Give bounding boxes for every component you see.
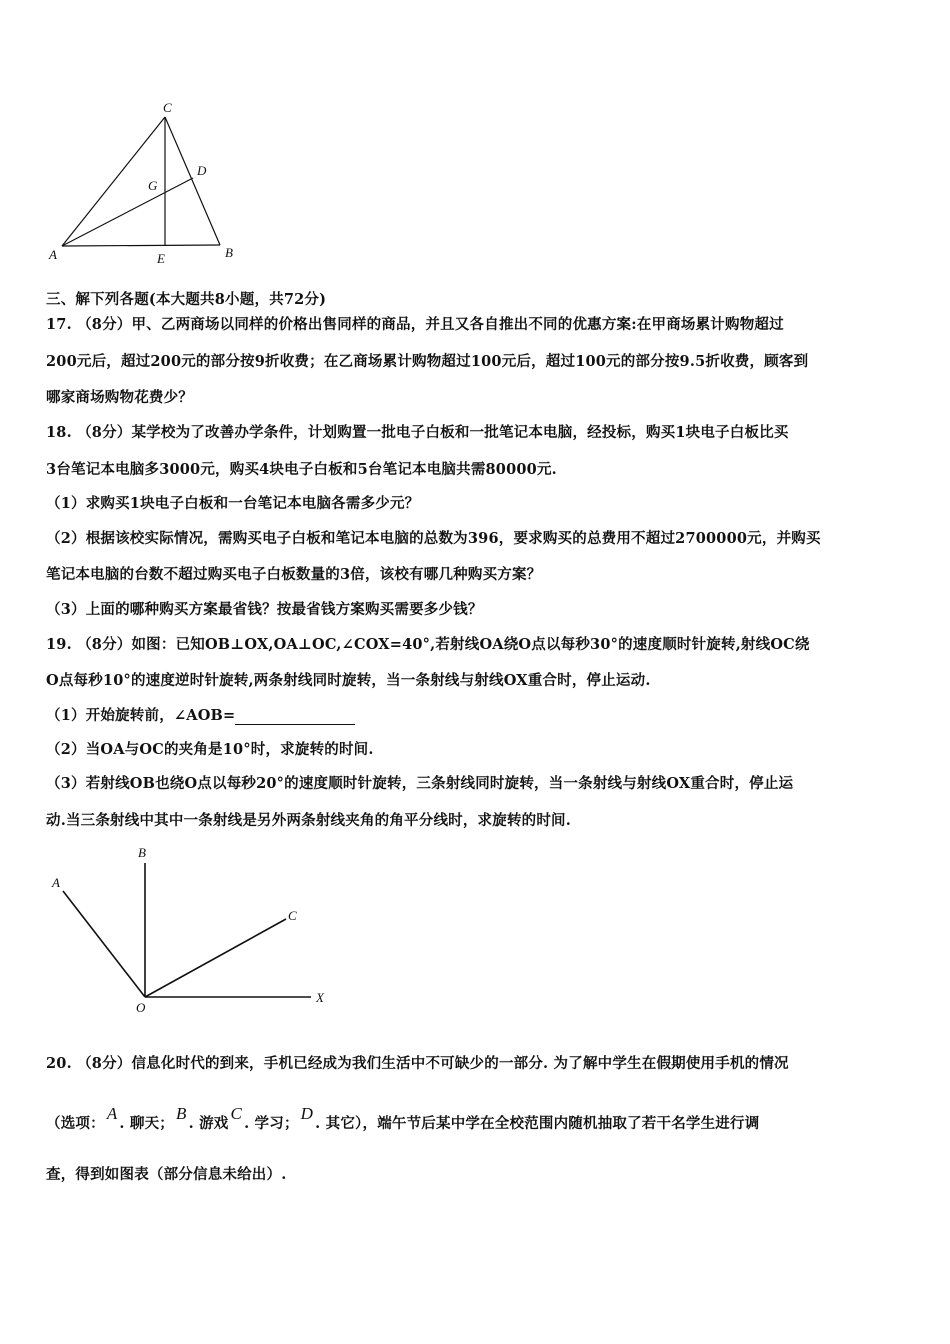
q18-part2a: （2）根据该校实际情况，需购买电子白板和笔记本电脑的总数为396，要求购买的总费用不超过2700000元，并购买 [46,530,821,547]
q19-part3a: （3）若射线OB也绕O点以每秒20°的速度顺时针旋转，三条射线同时旋转，当一条射线与射线OX重合时，停止运 [46,775,794,792]
q19-line2: O点每秒10°的速度逆时针旋转,两条射线同时旋转，当一条射线与射线OX重合时，停止运动. [46,672,651,689]
label-A: A [49,247,57,262]
label-B: B [138,845,146,860]
label-B: B [225,245,233,260]
q20-options-prefix: （选项： [46,1115,105,1132]
label-C: C [163,100,172,115]
label-G: G [148,178,158,193]
option-a-text: . 聊天； [119,1115,175,1132]
triangle-figure [40,95,260,270]
section-title: 三、解下列各题(本大题共8小题，共72分) [46,291,327,308]
option-c-text: . 学习； [244,1115,299,1132]
q19-part3b: 动.当三条射线中其中一条射线是另外两条射线夹角的角平分线时，求旋转的时间. [46,812,571,829]
segment-AD [62,178,193,246]
q18-line2: 3台笔记本电脑多3000元，购买4块电子白板和5台笔记本电脑共需80000元. [46,461,557,478]
option-a-letter: A [106,1104,118,1123]
label-E: E [157,251,165,266]
option-b-text: . 游戏 [188,1115,229,1132]
q19-part1-text: （1）开始旋转前，∠AOB= [46,707,236,724]
q17-line3: 哪家商场购物花费少？ [46,389,193,406]
q18-part2b: 笔记本电脑的台数不超过购买电子白板数量的3倍，该校有哪几种购买方案？ [46,566,542,583]
label-X: X [316,990,324,1005]
label-A: A [52,875,60,890]
label-D: D [197,163,207,178]
q17-line2: 200元后，超过200元的部分按9折收费；在乙商场累计购物超过100元后，超过100元的部分按9.5折收费，顾客到 [46,353,809,370]
label-C: C [288,908,297,923]
q18-part3: （3）上面的哪种购买方案最省钱？按最省钱方案购买需要多少钱？ [46,601,483,618]
ray-OA [63,891,145,997]
option-c-letter: C [230,1104,243,1123]
q20-line1: 20. （8分）信息化时代的到来，手机已经成为我们生活中不可缺少的一部分. 为了解中学生在假期使用手机的情况 [46,1055,789,1072]
q20-line3: 查，得到如图表（部分信息未给出）. [46,1166,287,1183]
answer-blank[interactable] [235,710,355,725]
segment-AB [62,245,220,246]
option-d-text: . 其它），端午节后某中学在全校范围内随机抽取了若干名学生进行调 [315,1115,760,1132]
rays-figure [40,840,340,1020]
q18-part1: （1）求购买1块电子白板和一台笔记本电脑各需多少元？ [46,495,420,512]
ray-OC [145,919,286,997]
option-b-letter: B [176,1104,187,1123]
q19-part1 [46,704,355,725]
q18-line1: 18. （8分）某学校为了改善办学条件，计划购置一批电子白板和一批笔记本电脑，经投标，购买1块电子白板比买 [46,424,789,441]
segment-CB [165,117,220,245]
q17-line1: 17. （8分）甲、乙两商场以同样的价格出售同样的商品，并且又各自推出不同的优惠方案:在甲商场累计购物超过 [46,316,784,333]
label-O: O [136,1000,146,1015]
q20-line2 [46,1104,760,1133]
q19-line1: 19. （8分）如图：已知OB⊥OX,OA⊥OC,∠COX=40°,若射线OA绕O点以每秒30°的速度顺时针旋转,射线OC绕 [46,636,810,653]
q19-part2: （2）当OA与OC的夹角是10°时，求旋转的时间. [46,741,374,758]
option-d-letter: D [300,1104,314,1123]
